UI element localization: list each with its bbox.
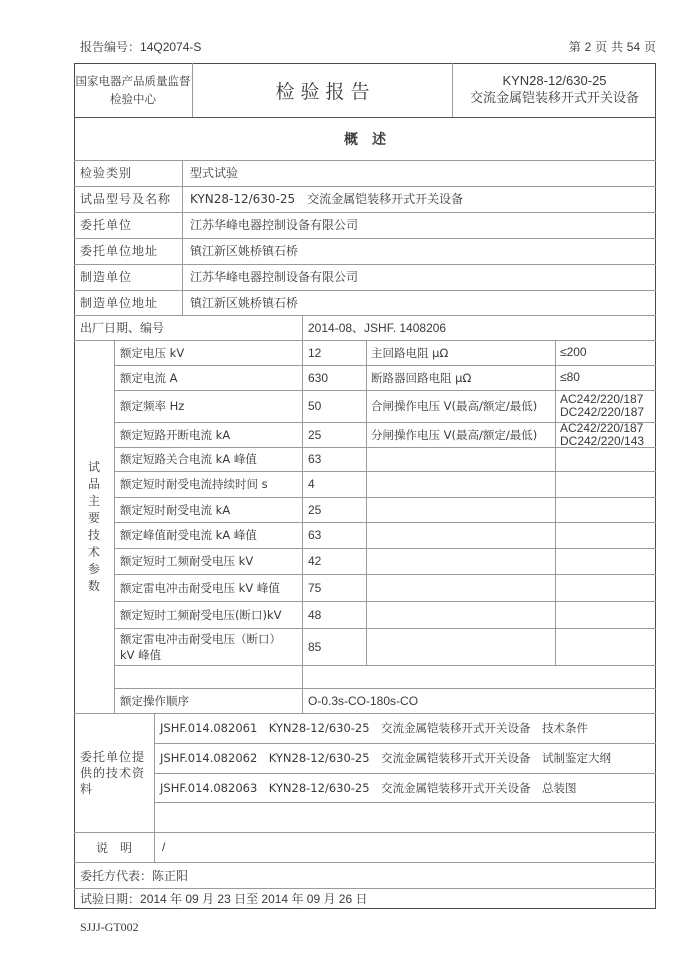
divider [182, 186, 183, 212]
divider [182, 212, 183, 238]
test-date-value: 2014 年 09 月 23 日至 2014 年 09 月 26 日 [140, 892, 368, 906]
param-label-text: 额定峰值耐受电流 kA 峰值 [120, 528, 257, 542]
param-label-text-line2: kV 峰值 [120, 647, 162, 662]
form-code: SJJJ-GT002 [80, 920, 139, 934]
report-number [80, 41, 201, 53]
param-value-secondary [560, 422, 644, 447]
params-group-char: 品 [87, 476, 100, 491]
divider [555, 447, 556, 471]
param-label-text: 额定雷电冲击耐受电压 kV 峰值 [120, 580, 280, 595]
info-label: 试品型号及名称 [80, 192, 172, 206]
divider [555, 522, 556, 548]
info-label: 委托单位地址 [80, 244, 159, 258]
divider [366, 340, 367, 365]
divider [555, 471, 556, 497]
divider [366, 601, 367, 628]
divider [302, 601, 303, 628]
params-group-char: 术 [87, 544, 100, 559]
report-number-label: 报告编号： [80, 40, 141, 54]
page-total: 54 [626, 40, 641, 54]
tech-docs-label-line3: 料 [80, 781, 94, 796]
info-label: 委托单位 [80, 218, 133, 232]
param-label [120, 522, 257, 548]
divider [302, 522, 303, 548]
divider [302, 471, 303, 497]
param-label [120, 471, 268, 497]
divider [366, 422, 367, 447]
param-value: 75 [308, 580, 322, 595]
divider [182, 290, 183, 316]
divider [366, 447, 367, 471]
param-value: 50 [308, 399, 322, 413]
divider [74, 212, 656, 213]
divider [74, 238, 656, 239]
param-value-secondary-line2: DC242/220/187 [560, 405, 645, 419]
tech-doc-item: JSHF.014.082061 KYN28-12/630-25 交流金属铠装移开式开关设备 技术条件 [160, 721, 589, 735]
product-title [453, 63, 656, 117]
param-label [120, 601, 282, 628]
divider [555, 497, 556, 522]
divider [182, 264, 183, 290]
info-value: 江苏华峰电器控制设备有限公司 [190, 270, 359, 284]
divider [114, 340, 115, 713]
param-value-secondary-line1: ≤80 [560, 370, 580, 384]
param-label [120, 628, 281, 665]
param-label [120, 422, 230, 447]
page-suffix: 页 [643, 40, 656, 54]
params-group-char: 技 [87, 527, 100, 542]
param-label [120, 574, 280, 601]
param-value: 48 [308, 607, 322, 622]
param-value-secondary [560, 340, 587, 365]
divider [302, 390, 303, 422]
param-value: 63 [308, 528, 322, 542]
param-value-secondary [560, 390, 644, 422]
doc-title: 检 验 报 告 [275, 80, 370, 103]
divider [74, 264, 656, 265]
divider [302, 548, 303, 574]
param-label [120, 340, 184, 365]
client-rep [80, 862, 188, 888]
page-prefix: 第 [568, 40, 581, 54]
divider [154, 713, 155, 862]
divider [74, 290, 656, 291]
divider [366, 628, 367, 665]
product-model: KYN28-12/630-25 [502, 73, 607, 88]
factory-value: 2014-08、JSHF. 1408206 [308, 321, 447, 335]
param-label-text: 额定短路开断电流 kA [120, 427, 231, 442]
param-label-secondary: 合闸操作电压 V(最高/额定/最低) [371, 399, 538, 413]
divider [366, 497, 367, 522]
param-value: 4 [308, 477, 315, 491]
issuing-org [74, 63, 192, 117]
param-label-secondary: 分闸操作电压 V(最高/额定/最低) [371, 427, 538, 442]
param-label-text: 额定短时工频耐受电压 kV [120, 554, 254, 568]
tech-doc-item: JSHF.014.082062 KYN28-12/630-25 交流金属铠装移开式开关设备 试制鉴定大纲 [160, 751, 612, 765]
param-label-secondary: 断路器回路电阻 μΩ [371, 370, 472, 385]
divider [366, 548, 367, 574]
tech-docs-label-line1: 委托单位提 [80, 749, 146, 764]
divider [366, 365, 367, 390]
params-group-char: 主 [87, 493, 100, 508]
param-value-secondary [560, 365, 580, 390]
tech-docs-label-line2: 供的技术资 [80, 765, 146, 780]
divider [366, 522, 367, 548]
param-label-text: 额定频率 Hz [120, 399, 185, 413]
page-indicator [569, 41, 656, 53]
product-name: 交流金属铠装移开式开关设备 [469, 91, 639, 106]
param-label-text: 额定电流 A [120, 370, 178, 385]
divider [555, 365, 556, 390]
divider [555, 548, 556, 574]
param-label [120, 365, 178, 390]
params-group-char: 要 [87, 510, 100, 525]
params-group-label [74, 340, 114, 713]
param-label-text: 额定雷电冲击耐受电压（断口） [120, 631, 281, 646]
param-label-text: 额定操作顺序 [120, 693, 189, 708]
param-value-secondary-line1: AC242/220/187 [560, 392, 644, 406]
org-line2: 检验中心 [110, 92, 156, 106]
page-mid: 页 共 [595, 40, 623, 54]
divider [302, 422, 303, 447]
params-group-char: 试 [87, 459, 100, 474]
divider [302, 628, 303, 665]
info-label: 制造单位 [80, 270, 133, 284]
info-value: 型式试验 [190, 166, 239, 180]
param-value: 25 [308, 502, 322, 517]
param-value: 85 [308, 639, 322, 654]
divider [366, 390, 367, 422]
test-date-label: 试验日期： [80, 892, 141, 906]
param-value: 630 [308, 370, 329, 385]
info-value: 镇江新区姚桥镇石桥 [190, 296, 299, 310]
test-date [80, 888, 367, 909]
tech-doc-item: JSHF.014.082063 KYN28-12/630-25 交流金属铠装移开式开关设备 总装图 [160, 780, 577, 795]
param-label [120, 390, 184, 422]
divider [74, 160, 656, 161]
param-value-secondary-line2: DC242/220/143 [560, 433, 645, 448]
param-label-text: 额定短路关合电流 kA 峰值 [120, 452, 257, 466]
info-value: 镇江新区姚桥镇石桥 [190, 244, 299, 258]
section-title: 概 述 [344, 132, 386, 148]
divider [366, 574, 367, 601]
factory-label: 出厂日期、编号 [80, 321, 165, 335]
divider [302, 574, 303, 601]
info-value: 江苏华峰电器控制设备有限公司 [190, 218, 359, 232]
params-group-char: 参 [87, 561, 100, 576]
param-label [120, 688, 189, 713]
param-value: O-0.3s-CO-180s-CO [308, 693, 419, 708]
divider [555, 340, 556, 365]
divider [154, 802, 656, 803]
divider [366, 471, 367, 497]
param-value: 63 [308, 452, 322, 466]
divider [302, 665, 303, 688]
divider [302, 497, 303, 522]
param-label-text: 额定电压 kV [120, 345, 185, 360]
param-value: 12 [308, 345, 322, 360]
param-label-text: 额定短时耐受电流持续时间 s [120, 477, 268, 491]
param-value-secondary-line1: AC242/220/187 [560, 420, 644, 435]
divider [555, 574, 556, 601]
remarks-value: / [162, 840, 166, 854]
divider [302, 447, 303, 471]
param-value-secondary-line1: ≤200 [560, 345, 587, 359]
param-label-text: 额定短时耐受电流 kA [120, 502, 231, 517]
divider [302, 688, 303, 713]
page-current: 2 [584, 40, 592, 54]
report-number-value: 14Q2074-S [140, 40, 202, 54]
param-label-text: 额定短时工频耐受电压(断口)kV [120, 607, 282, 622]
divider [182, 238, 183, 264]
param-label [120, 447, 257, 471]
remarks-label: 说 明 [95, 840, 132, 855]
divider [555, 628, 556, 665]
divider [182, 160, 183, 186]
info-label: 检验类别 [80, 166, 133, 180]
param-label-secondary: 主回路电阻 μΩ [371, 345, 449, 360]
divider [302, 315, 303, 340]
params-group-char: 数 [87, 578, 100, 593]
divider [555, 422, 556, 447]
divider [555, 601, 556, 628]
info-label: 制造单位地址 [80, 296, 159, 310]
org-line1: 国家电器产品质量监督 [75, 74, 191, 88]
client-rep-label: 委托方代表： [80, 868, 153, 883]
divider [114, 665, 656, 666]
param-label [120, 497, 230, 522]
param-value: 42 [308, 554, 322, 568]
divider [302, 365, 303, 390]
param-label [120, 548, 253, 574]
param-value: 25 [308, 427, 322, 442]
info-value: KYN28-12/630-25 交流金属铠装移开式开关设备 [190, 192, 464, 206]
tech-docs-label [80, 713, 154, 832]
client-rep-value: 陈正阳 [152, 868, 189, 883]
divider [302, 340, 303, 365]
divider [555, 390, 556, 422]
